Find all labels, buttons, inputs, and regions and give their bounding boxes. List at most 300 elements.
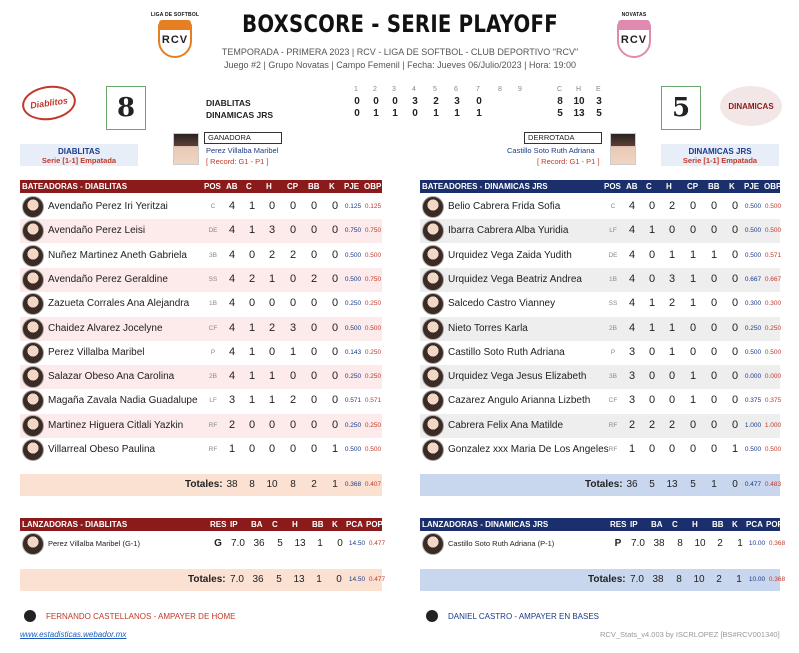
column-header: POP xyxy=(366,520,383,529)
stat-h: 1 xyxy=(668,248,676,261)
column-header: BA xyxy=(251,520,263,529)
stat-k: 0 xyxy=(337,538,343,549)
column-header: CP xyxy=(687,182,699,191)
player-name: Perez Villalba Maribel xyxy=(48,346,145,358)
table-row[interactable] xyxy=(20,219,382,243)
stat-pje: 0.250 xyxy=(744,324,762,332)
stat-pos: RF xyxy=(208,421,218,429)
stat-pje: 0.500 xyxy=(744,227,762,235)
stat-ab: 4 xyxy=(228,321,236,334)
player-name: Avendaño Perez Iri Yeritzai xyxy=(48,201,168,212)
away-line-team: DINAMICAS JRS xyxy=(206,110,274,120)
stat-h: 2 xyxy=(668,297,676,310)
inning-runs: 3 xyxy=(412,96,418,107)
loser-record: [ Record: G1 - P1 ] xyxy=(537,157,600,166)
total-h: 10 xyxy=(266,479,278,490)
column-header: IP xyxy=(230,520,238,529)
player-name: Salazar Obeso Ana Carolina xyxy=(48,371,175,383)
player-avatar xyxy=(422,415,444,437)
table-header xyxy=(420,180,780,193)
table-row[interactable] xyxy=(420,531,786,557)
stat-ab: 4 xyxy=(228,224,236,237)
player-name: Zazueta Corrales Ana Alejandra xyxy=(48,298,190,310)
stat-ab: 3 xyxy=(628,394,636,407)
total-c: 8 xyxy=(249,479,255,490)
total-obp: 0.483 xyxy=(764,481,782,488)
player-name: Urquidez Vega Beatriz Andrea xyxy=(448,273,582,285)
stat-c: 0 xyxy=(648,248,656,261)
column-header: CP xyxy=(287,182,299,191)
player-avatar xyxy=(422,390,444,412)
stat-pje: 0.500 xyxy=(344,251,362,259)
stat-pos: DE xyxy=(208,227,218,235)
stat-pje: 0.667 xyxy=(744,275,762,283)
column-header: BB xyxy=(308,182,320,191)
stat-bb: 0 xyxy=(710,443,718,455)
stat-pje: 1.000 xyxy=(744,421,762,429)
stat-obp: 0.571 xyxy=(764,251,782,259)
stat-ab: 3 xyxy=(228,394,236,407)
stat-pos: SS xyxy=(208,275,218,283)
column-header: K xyxy=(729,182,735,191)
total-bb: 1 xyxy=(316,574,322,585)
stat-ip: 7.0 xyxy=(631,538,645,549)
player-avatar xyxy=(22,245,44,267)
totals-row xyxy=(20,474,382,496)
stat-pos: 2B xyxy=(209,373,217,381)
player-avatar xyxy=(22,269,44,291)
loser-pitcher-name: Castillo Soto Ruth Adriana xyxy=(507,146,595,155)
stat-cp: 2 xyxy=(289,394,297,407)
inning-runs: 0 xyxy=(354,108,360,119)
total-obp: 0.407 xyxy=(364,481,382,488)
logo-caption: NOVATAS xyxy=(621,12,647,18)
stat-ab: 4 xyxy=(628,248,636,261)
stat-pos: RF xyxy=(208,446,218,453)
stat-bb: 2 xyxy=(717,538,723,549)
totals-label: Totales: xyxy=(588,574,626,585)
stat-pos: SS xyxy=(608,300,618,308)
table-row[interactable] xyxy=(20,268,382,292)
table-row[interactable] xyxy=(420,195,780,219)
stat-res: G xyxy=(214,538,222,549)
player-name: Cabrera Felix Ana Matilde xyxy=(448,419,564,431)
total-pop: 0.477 xyxy=(368,576,386,583)
stat-bb: 0 xyxy=(710,224,718,237)
table-header xyxy=(420,518,783,531)
stat-ab: 4 xyxy=(228,248,236,261)
column-header: POP xyxy=(766,520,783,529)
stat-ba: 38 xyxy=(653,538,665,549)
player-avatar xyxy=(22,220,44,242)
stat-pje: 0.125 xyxy=(344,203,362,210)
stat-c: 0 xyxy=(648,200,656,212)
stat-bb: 0 xyxy=(310,345,318,358)
stat-cp: 0 xyxy=(289,443,297,455)
player-name: Ibarra Cabrera Alba Yuridia xyxy=(448,225,569,237)
stat-bb: 0 xyxy=(310,224,318,237)
player-avatar xyxy=(22,318,44,340)
table-row[interactable] xyxy=(20,531,386,557)
total-pje: 0.477 xyxy=(744,481,762,488)
inning-runs: 1 xyxy=(392,108,398,119)
inning-header: 4 xyxy=(412,86,416,93)
stat-k: 1 xyxy=(731,443,739,455)
stat-c: 0 xyxy=(648,272,656,285)
stat-h: 1 xyxy=(668,321,676,334)
total-ip: 7.0 xyxy=(630,574,644,585)
stat-k: 1 xyxy=(737,538,743,549)
inning-runs: 2 xyxy=(433,96,439,107)
subtitle-line-2: Juego #2 | Grupo Novatas | Campo Femenil | Fecha: Jueves 06/Julio/2023 | Hora: 19:00 xyxy=(223,60,577,70)
total-c: 5 xyxy=(276,574,282,585)
stat-h: 0 xyxy=(268,200,276,212)
line-total: 10 xyxy=(573,96,585,107)
stat-c: 0 xyxy=(648,394,656,407)
stat-ab: 4 xyxy=(228,370,236,383)
stat-h: 0 xyxy=(668,394,676,407)
column-header: BB xyxy=(312,520,324,529)
total-pca: 14.50 xyxy=(348,576,366,583)
stat-ab: 3 xyxy=(628,370,636,383)
column-header: BA xyxy=(651,520,663,529)
stat-pje: 0.500 xyxy=(344,275,362,283)
total-k: 1 xyxy=(332,479,338,490)
table-row[interactable] xyxy=(420,341,780,365)
stat-cp: 0 xyxy=(289,370,297,383)
totals-row xyxy=(20,569,386,591)
stat-c: 8 xyxy=(677,538,683,549)
team-name: DIABLITAS xyxy=(57,147,101,156)
stat-pje: 0.571 xyxy=(344,397,362,405)
stat-c: 5 xyxy=(277,538,283,549)
stat-k: 0 xyxy=(731,394,739,407)
logo-caption: LIGA DE SOFTBOL xyxy=(150,12,200,18)
stat-k: 0 xyxy=(331,394,339,407)
table-row[interactable] xyxy=(20,414,382,438)
winner-record: [ Record: G1 - P1 ] xyxy=(206,157,269,166)
player-name: Castillo Soto Ruth Adriana xyxy=(448,346,565,358)
total-c: 8 xyxy=(676,574,682,585)
column-header: PCA xyxy=(346,520,363,529)
stat-c: 1 xyxy=(248,200,256,212)
stat-c: 0 xyxy=(248,443,256,455)
stat-k: 0 xyxy=(331,224,339,237)
table-row[interactable] xyxy=(420,438,780,462)
column-header: K xyxy=(332,520,338,529)
home-team-box xyxy=(20,144,138,166)
team-name: DINAMICAS JRS xyxy=(688,147,752,156)
stat-cp: 1 xyxy=(689,248,697,261)
stat-cp: 0 xyxy=(689,345,697,358)
total-ba: 38 xyxy=(652,574,664,585)
player-avatar xyxy=(22,415,44,437)
stat-pos: DE xyxy=(608,251,618,259)
player-name: Martinez Higuera Citlali Yazkin xyxy=(48,419,184,431)
table-row[interactable] xyxy=(420,268,780,292)
stat-h: 2 xyxy=(268,248,276,261)
stat-pje: 0.500 xyxy=(744,251,762,259)
stat-obp: 0.250 xyxy=(364,300,382,308)
total-ab: 36 xyxy=(626,479,638,490)
table-row[interactable] xyxy=(20,389,382,413)
stat-k: 0 xyxy=(731,224,739,237)
stat-ab: 4 xyxy=(228,345,236,358)
stat-h: 2 xyxy=(668,418,676,431)
stat-c: 0 xyxy=(648,370,656,383)
logo-text: DINAMICAS xyxy=(728,101,774,111)
stat-ab: 1 xyxy=(628,443,636,455)
inning-header: 9 xyxy=(518,86,522,93)
stat-ab: 4 xyxy=(628,200,636,212)
total-ba: 36 xyxy=(252,574,264,585)
stat-h: 3 xyxy=(268,224,276,237)
stat-bb: 0 xyxy=(310,418,318,431)
stat-bb: 0 xyxy=(310,443,318,455)
table-title: BATEADORES - DINAMICAS JRS xyxy=(422,182,548,191)
stat-cp: 1 xyxy=(689,394,697,407)
stat-h: 10 xyxy=(694,538,706,549)
stat-ab: 4 xyxy=(228,200,236,212)
player-avatar xyxy=(22,390,44,412)
pitcher-avatar xyxy=(422,533,444,555)
stat-c: 1 xyxy=(648,224,656,237)
stat-bb: 0 xyxy=(710,418,718,431)
stat-k: 0 xyxy=(731,248,739,261)
player-name: Magaña Zavala Nadia Guadalupe xyxy=(48,395,198,407)
inning-header: 8 xyxy=(498,86,502,93)
stat-ab: 4 xyxy=(228,297,236,310)
stat-c: 2 xyxy=(648,418,656,431)
column-header: IP xyxy=(630,520,638,529)
stat-pje: 0.250 xyxy=(344,300,362,308)
stat-h: 1 xyxy=(268,394,276,407)
table-row[interactable] xyxy=(420,292,780,316)
pitcher-avatar xyxy=(22,533,44,555)
inning-runs: 3 xyxy=(454,96,460,107)
stat-obp: 0.125 xyxy=(364,203,382,210)
stat-pos: RF xyxy=(608,421,618,429)
winner-pitcher-photo xyxy=(173,133,199,165)
column-header: OBP xyxy=(764,182,782,191)
table-row[interactable] xyxy=(20,317,382,341)
column-header: C xyxy=(272,520,278,529)
table-row[interactable] xyxy=(20,438,382,462)
stat-k: 0 xyxy=(331,200,339,212)
table-row[interactable] xyxy=(20,341,382,365)
stat-bb: 0 xyxy=(310,297,318,310)
column-header: PJE xyxy=(744,182,760,191)
stat-cp: 1 xyxy=(689,272,697,285)
stat-h: 13 xyxy=(294,538,306,549)
stat-h: 0 xyxy=(268,345,276,358)
stat-k: 0 xyxy=(731,321,739,334)
stat-pos: 3B xyxy=(209,251,217,259)
total-h: 13 xyxy=(293,574,305,585)
stat-k: 0 xyxy=(731,418,739,431)
pitching-table-diablitas xyxy=(20,518,386,594)
stat-k: 0 xyxy=(331,272,339,285)
stat-pos: P xyxy=(610,348,616,356)
stat-ab: 4 xyxy=(628,297,636,310)
stat-obp: 1.000 xyxy=(764,421,782,429)
player-avatar xyxy=(422,269,444,291)
stat-bb: 0 xyxy=(710,370,718,383)
stat-obp: 0.750 xyxy=(364,275,382,283)
total-bb: 2 xyxy=(311,479,317,490)
stat-bb: 0 xyxy=(310,248,318,261)
stat-cp: 0 xyxy=(289,418,297,431)
totals-row xyxy=(420,569,786,591)
stat-ab: 4 xyxy=(628,321,636,334)
stat-pos: CF xyxy=(208,324,218,332)
stat-res: P xyxy=(614,538,622,549)
table-row[interactable] xyxy=(20,292,382,316)
stat-pje: 0.375 xyxy=(744,397,762,405)
player-avatar xyxy=(422,293,444,315)
inning-header: 1 xyxy=(354,86,358,93)
column-header: H xyxy=(666,182,672,191)
player-name: Gonzalez xxx Maria De Los Angeles xyxy=(448,444,609,455)
inning-runs: 1 xyxy=(373,108,379,119)
inning-runs: 0 xyxy=(476,96,482,107)
total-bb: 1 xyxy=(711,479,717,490)
stat-obp: 0.250 xyxy=(364,373,382,381)
total-bb: 2 xyxy=(716,574,722,585)
stat-c: 0 xyxy=(248,248,256,261)
column-header: H xyxy=(692,520,698,529)
stat-pos: 3B xyxy=(609,373,617,381)
player-name: Urquidez Vega Zaida Yudith xyxy=(448,249,572,261)
stat-k: 0 xyxy=(731,370,739,383)
total-pje: 0.368 xyxy=(344,481,362,488)
stat-cp: 0 xyxy=(289,297,297,310)
stat-pos: LF xyxy=(209,397,217,405)
player-avatar xyxy=(422,342,444,364)
stat-pos: C xyxy=(210,203,216,210)
stat-k: 0 xyxy=(331,418,339,431)
player-name: Nuñez Martinez Aneth Gabriela xyxy=(48,249,187,261)
table-row[interactable] xyxy=(420,414,780,438)
table-row[interactable] xyxy=(420,365,780,389)
page-title: BOXSCORE - SERIE PLAYOFF xyxy=(242,10,558,38)
totals-label: Totales: xyxy=(188,574,226,585)
stat-cp: 1 xyxy=(289,345,297,358)
subtitle-line-1: TEMPORADA - PRIMERA 2023 | RCV - LIGA DE SOFTBOL - CLUB DEPORTIVO "RCV" xyxy=(221,47,579,57)
stat-c: 0 xyxy=(248,297,256,310)
inning-runs: 1 xyxy=(476,108,482,119)
stat-cp: 2 xyxy=(289,248,297,261)
table-row[interactable] xyxy=(20,365,382,389)
table-row[interactable] xyxy=(420,219,780,243)
table-row[interactable] xyxy=(20,195,382,219)
stat-pos: C xyxy=(610,203,616,210)
stat-c: 1 xyxy=(648,321,656,334)
stat-k: 0 xyxy=(331,321,339,334)
table-header xyxy=(20,518,382,531)
stat-k: 0 xyxy=(331,297,339,310)
column-header: PJE xyxy=(344,182,360,191)
inning-header: 7 xyxy=(476,86,480,93)
inning-runs: 0 xyxy=(373,96,379,107)
base-umpire: DANIEL CASTRO - AMPAYER EN BASES xyxy=(448,612,599,621)
totals-header: C xyxy=(557,86,563,93)
table-row[interactable] xyxy=(420,244,780,268)
stat-pje: 0.250 xyxy=(344,421,362,429)
column-header: BB xyxy=(712,520,724,529)
totals-row xyxy=(420,474,780,496)
stat-bb: 0 xyxy=(710,345,718,358)
stats-website-link[interactable]: www.estadisticas.webador.mx xyxy=(20,630,127,639)
stat-k: 0 xyxy=(731,345,739,358)
stat-h: 3 xyxy=(668,272,676,285)
stat-h: 0 xyxy=(268,418,276,431)
stat-pos: 2B xyxy=(609,324,617,332)
stat-pje: 0.500 xyxy=(744,446,762,453)
stat-c: 1 xyxy=(648,297,656,310)
stat-pje: 0.500 xyxy=(744,348,762,356)
stat-obp: 0.571 xyxy=(364,397,382,405)
total-h: 10 xyxy=(693,574,705,585)
stat-bb: 1 xyxy=(710,248,718,261)
diablitas-logo xyxy=(20,82,78,123)
stat-bb: 1 xyxy=(317,538,323,549)
column-header: AB xyxy=(626,182,638,191)
stat-h: 1 xyxy=(268,272,276,285)
table-row[interactable] xyxy=(420,389,780,413)
column-header: K xyxy=(329,182,335,191)
player-name: Belio Cabrera Frida Sofia xyxy=(448,201,561,212)
stat-pje: 0.143 xyxy=(344,348,362,356)
stat-pos: 1B xyxy=(609,275,617,283)
pitching-table-dinamicas xyxy=(420,518,786,594)
stat-k: 1 xyxy=(331,443,339,455)
totals-label: Totales: xyxy=(585,479,623,490)
stat-ab: 1 xyxy=(228,443,236,455)
stat-ab: 2 xyxy=(628,418,636,431)
total-k: 0 xyxy=(732,479,738,490)
stat-k: 0 xyxy=(731,297,739,310)
away-team-box xyxy=(661,144,779,166)
stat-bb: 0 xyxy=(310,321,318,334)
stat-pje: 0.500 xyxy=(344,446,362,453)
player-name: Urquidez Vega Jesus Elizabeth xyxy=(448,371,587,383)
stat-cp: 3 xyxy=(289,321,297,334)
series-status: Serie [1-1] Empatada xyxy=(682,156,758,165)
stat-k: 0 xyxy=(331,370,339,383)
stat-ip: 7.0 xyxy=(231,538,245,549)
stat-cp: 0 xyxy=(689,443,697,455)
table-row[interactable] xyxy=(20,244,382,268)
stat-bb: 0 xyxy=(710,297,718,310)
player-avatar xyxy=(22,293,44,315)
inning-runs: 0 xyxy=(354,96,360,107)
stat-bb: 0 xyxy=(310,200,318,212)
table-row[interactable] xyxy=(420,317,780,341)
stat-obp: 0.667 xyxy=(764,275,782,283)
player-avatar xyxy=(22,439,44,461)
stat-ab: 4 xyxy=(628,272,636,285)
home-line-team: DIABLITAS xyxy=(206,98,251,108)
stat-h: 0 xyxy=(268,443,276,455)
inning-header: 5 xyxy=(433,86,437,93)
stat-c: 0 xyxy=(648,345,656,358)
total-pop: 0.368 xyxy=(768,576,786,583)
column-header: RES xyxy=(610,520,627,529)
stat-cp: 0 xyxy=(689,200,697,212)
stat-c: 1 xyxy=(248,224,256,237)
totals-label: Totales: xyxy=(185,479,223,490)
